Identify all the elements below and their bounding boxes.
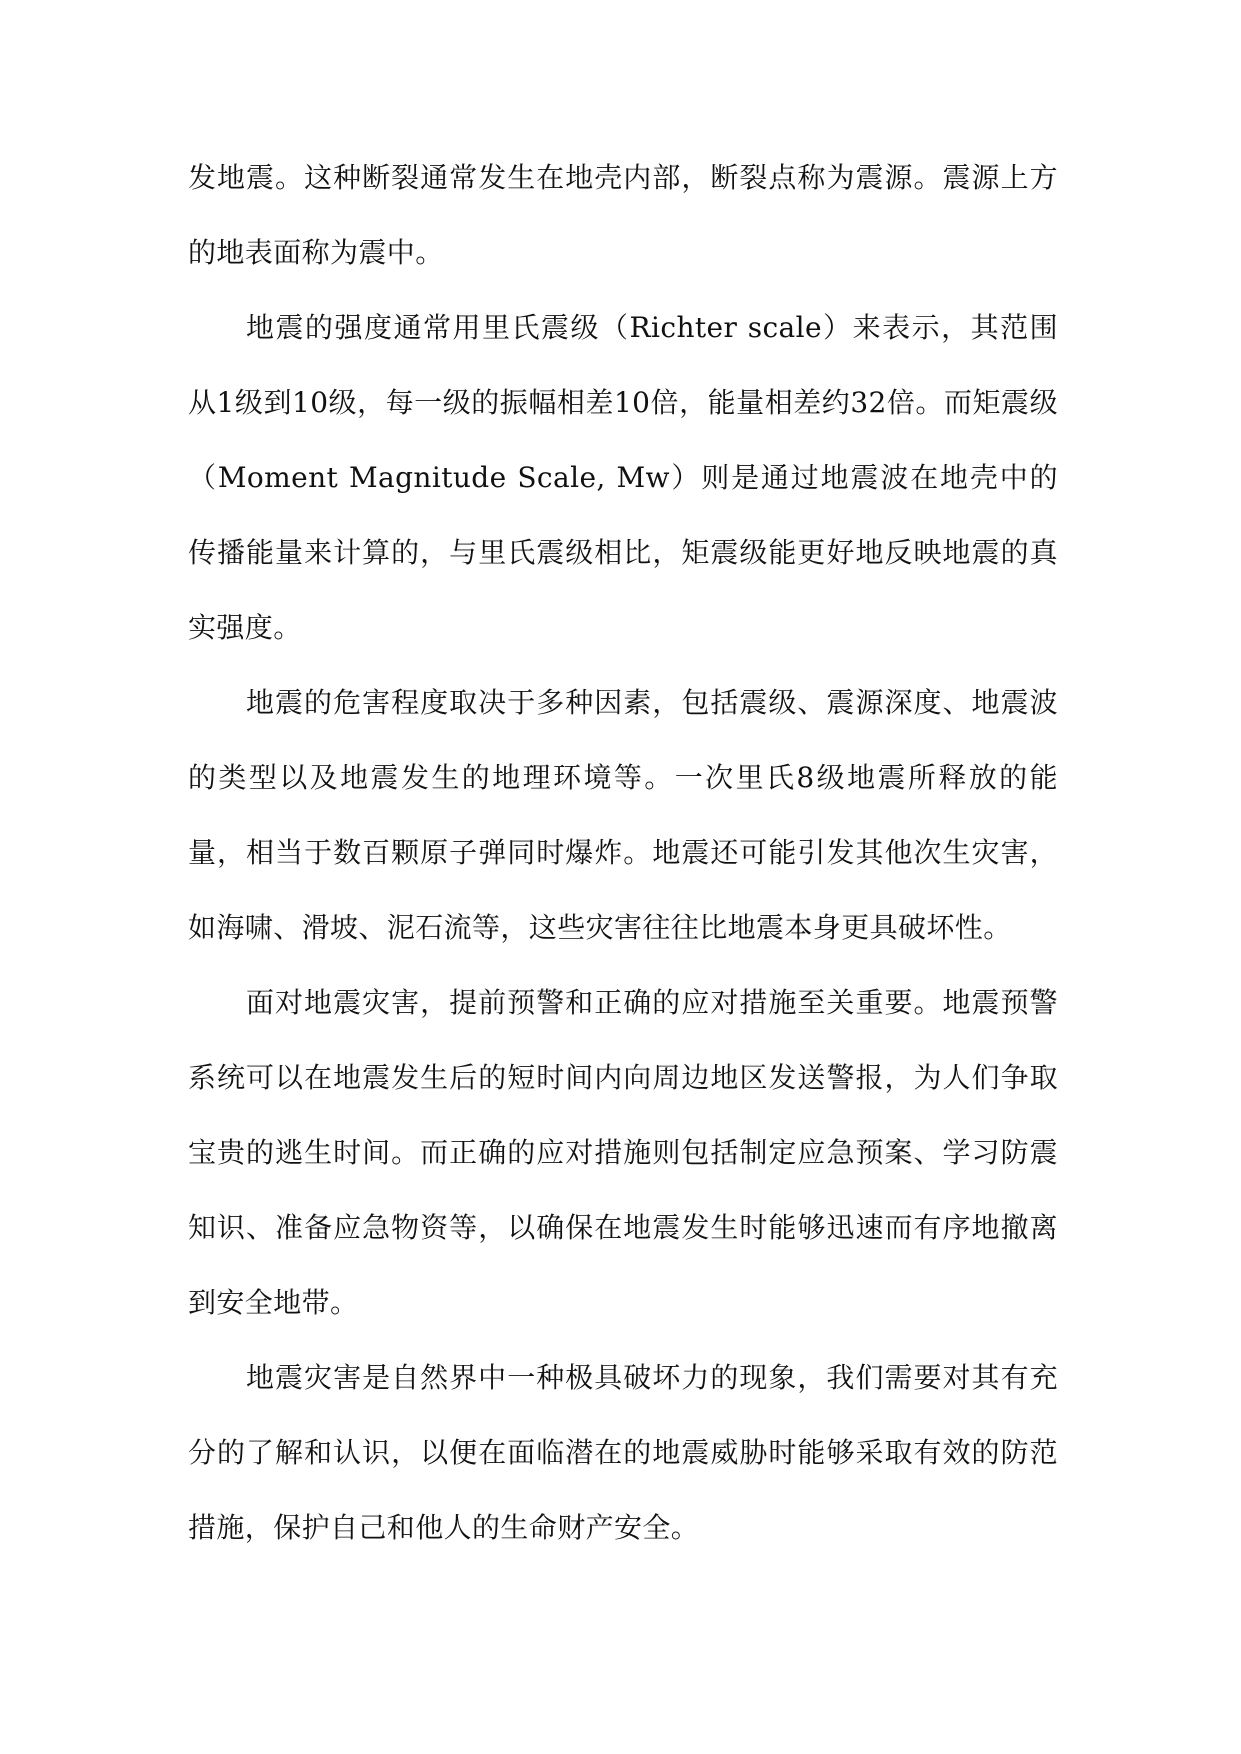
paragraph-magnitude-scales: 地震的强度通常用里氏震级（Richter scale）来表示，其范围从1级到10级，每一级的振幅相差10倍，能量相差约32倍。而矩震级（Moment Magnitude Scale, Mw）则是通过地震波在地壳中的传播能量来计算的，与里氏震级相比，矩震级能更好地反映地震的真实强度。 <box>188 311 1058 644</box>
paragraph-continuation: 发地震。这种断裂通常发生在地壳内部，断裂点称为震源。震源上方的地表面称为震中。 <box>188 161 1058 269</box>
paragraph-hazard-factors: 地震的危害程度取决于多种因素，包括震级、震源深度、地震波的类型以及地震发生的地理环境等。一次里氏8级地震所释放的能量，相当于数百颗原子弹同时爆炸。地震还可能引发其他次生灾害，如海啸、滑坡、泥石流等，这些灾害往往比地震本身更具破坏性。 <box>188 686 1058 944</box>
paragraph-early-warning: 面对地震灾害，提前预警和正确的应对措施至关重要。地震预警系统可以在地震发生后的短时间内向周边地区发送警报，为人们争取宝贵的逃生时间。而正确的应对措施则包括制定应急预案、学习防震知识、准备应急物资等，以确保在地震发生时能够迅速而有序地撤离到安全地带。 <box>188 986 1058 1319</box>
paragraph-conclusion: 地震灾害是自然界中一种极具破坏力的现象，我们需要对其有充分的了解和认识，以便在面临潜在的地震威胁时能够采取有效的防范措施，保护自己和他人的生命财产安全。 <box>188 1361 1058 1544</box>
document-body <box>188 140 1058 1565</box>
